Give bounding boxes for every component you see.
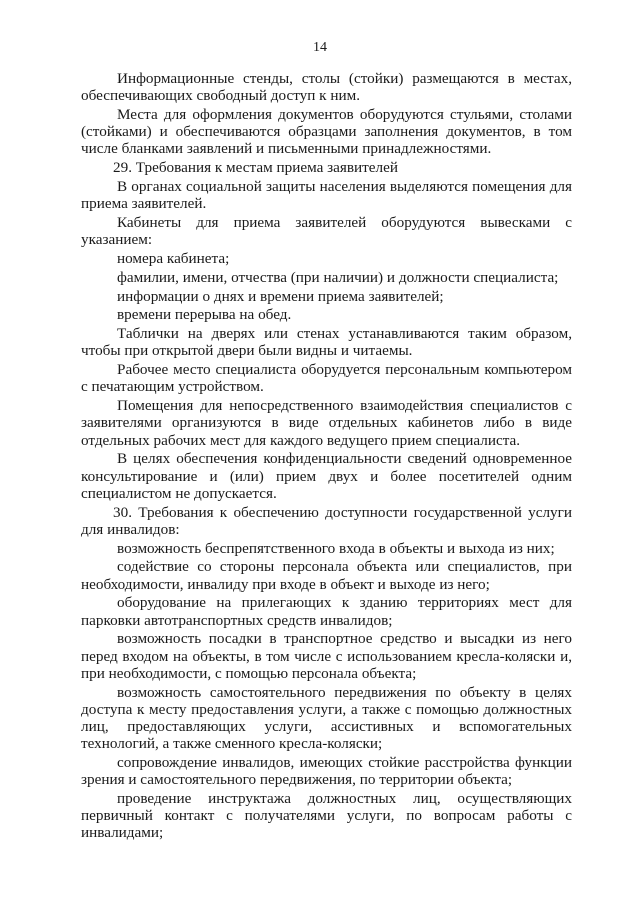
paragraph-door-plates: Таблички на дверях или стенах устанавливаются таким образом, чтобы при открытой двери были видны и читаемы. [81,325,572,360]
paragraph-workplace: Рабочее место специалиста оборудуется персональным компьютером с печатающим устройством. [81,361,572,396]
list-item-room-number: номера кабинета; [117,250,230,267]
paragraph-info-stands: Информационные стенды, столы (стойки) размещаются в местах, обеспечивающих свободный доступ к ним. [81,70,572,105]
page-number: 14 [313,40,327,55]
list-item-boarding-vehicle: возможность посадки в транспортное средство и высадки из него перед входом на объекты, в том числе с использованием кресла-коляски и, при необходимости, с помощью персонала объекта; [81,630,572,682]
list-item-escort-visually-impaired: сопровождение инвалидов, имеющих стойкие расстройства функции зрения и самостоятельного передвижения, по территории объекта; [81,754,572,789]
list-item-specialist-name: фамилии, имени, отчества (при наличии) и должности специалиста; [117,268,559,286]
paragraph-office-signs: Кабинеты для приема заявителей оборудуются вывесками с указанием: [81,214,572,249]
list-item-staff-briefing: проведение инструктажа должностных лиц, осуществляющих первичный контакт с получателями услуги, по вопросам работы с инвалидами; [81,790,572,842]
paragraph-interaction-rooms: Помещения для непосредственного взаимодействия специалистов с заявителями организуются в виде отдельных кабинетов либо в виде отдельных рабочих мест для каждого ведущего прием специалиста. [81,397,572,449]
document-body [81,70,572,843]
list-item-lunch-break: времени перерыва на обед. [117,306,292,324]
paragraph-reception-rooms: В органах социальной защиты населения выделяются помещения для приема заявителей. [81,178,572,213]
list-item-parking: оборудование на прилегающих к зданию территориях мест для парковки автотранспортных средств инвалидов; [81,594,572,629]
list-item-independent-movement: возможность самостоятельного передвижения по объекту в целях доступа к месту предоставления услуги, а также с помощью должностных лиц, предоставляющих услуги, ассистивных и вспомогательных технологий, а также сменного кресла-коляски; [81,683,572,753]
list-item-reception-days: информации о днях и времени приема заявителей; [117,287,444,305]
list-item-unobstructed-entry: возможность беспрепятственного входа в объекты и выхода из них; [117,539,555,557]
paragraph-confidentiality: В целях обеспечения конфиденциальности сведений одновременное консультирование и (или) прием двух и более посетителей одним специалистом не допускается. [81,450,572,502]
paragraph-document-areas: Места для оформления документов оборудуются стульями, столами (стойками) и обеспечиваются образцами заполнения документов, в том числе бланками заявлений и письменными принадлежностями. [81,106,572,158]
list-item-staff-assistance: содействие со стороны персонала объекта или специалистов, при необходимости, инвалиду при входе в объект и выходе из него; [81,558,572,593]
section-heading-29: 29. Требования к местам приема заявителей [113,159,398,177]
section-heading-30: 30. Требования к обеспечению доступности государственной услуги для инвалидов: [81,503,572,538]
